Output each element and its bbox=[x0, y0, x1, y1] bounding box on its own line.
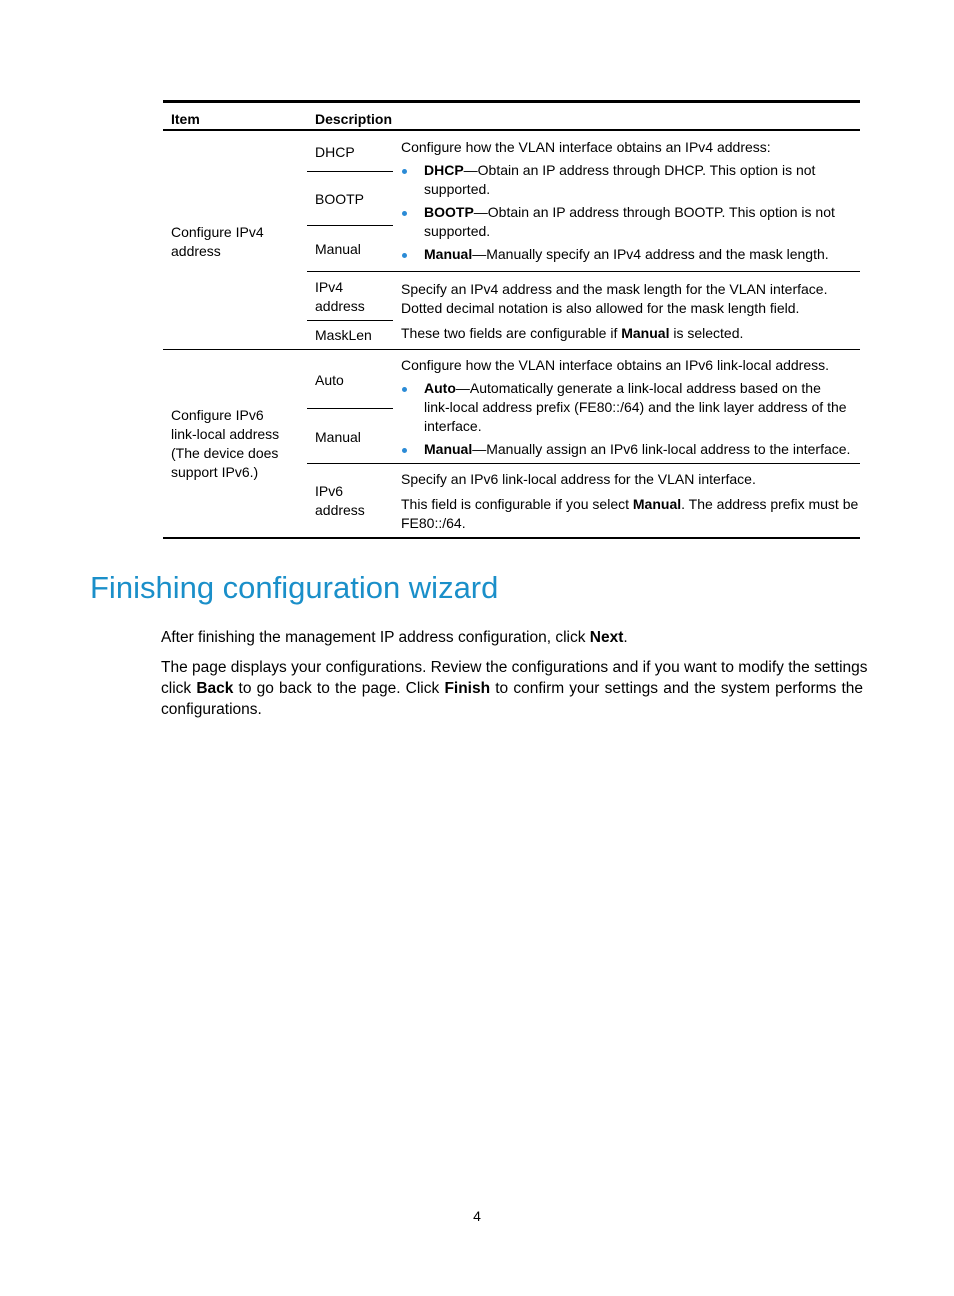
ipv4-bullet-manual: Manual—Manually specify an IPv4 address and the mask length. bbox=[424, 246, 829, 262]
paragraph-review-line3: configurations. bbox=[161, 701, 262, 718]
ipv4-bullet-bootp: BOOTP—Obtain an IP address through BOOTP. This option is not bbox=[424, 204, 835, 220]
ipv6-item-line2: link-local address bbox=[171, 426, 280, 442]
row-divider bbox=[307, 463, 860, 464]
header-item: Item bbox=[171, 111, 200, 127]
ipv4-addr-desc-line1: Specify an IPv4 address and the mask length for the VLAN interface. bbox=[401, 281, 828, 297]
param-bootp: BOOTP bbox=[315, 191, 365, 207]
param-masklen: MaskLen bbox=[315, 327, 372, 343]
param-manual: Manual bbox=[315, 241, 361, 257]
ipv6-item-line1: Configure IPv6 bbox=[171, 407, 264, 423]
row-divider bbox=[307, 271, 860, 272]
ipv6-bullet-auto-cont1: link-local address prefix (FE80::/64) and the link layer address of the bbox=[424, 399, 847, 415]
ipv4-bullet-dhcp-cont: supported. bbox=[424, 181, 491, 197]
param-auto: Auto bbox=[315, 372, 344, 388]
ipv4-item-line1: Configure IPv4 bbox=[171, 224, 264, 240]
ipv4-item-line2: address bbox=[171, 243, 221, 259]
ipv4-method-intro: Configure how the VLAN interface obtains an IPv4 address: bbox=[401, 139, 771, 155]
ipv6-bullet-auto: Auto—Automatically generate a link-local address based on the bbox=[424, 380, 821, 396]
header-description: Description bbox=[315, 111, 393, 127]
bullet-icon bbox=[402, 448, 407, 453]
section-heading: Finishing configuration wizard bbox=[90, 570, 499, 605]
bullet-icon bbox=[402, 169, 407, 174]
param-ipv4-address-line2: address bbox=[315, 298, 365, 314]
ipv4-addr-desc-line3: These two fields are configurable if Manual is selected. bbox=[401, 325, 744, 341]
ipv6-bullet-auto-cont2: interface. bbox=[424, 418, 482, 434]
ipv4-bullet-bootp-cont: supported. bbox=[424, 223, 491, 239]
ipv6-item-line3: (The device does bbox=[171, 445, 279, 461]
param-dhcp: DHCP bbox=[315, 144, 355, 160]
page-number: 4 bbox=[473, 1208, 481, 1224]
param-divider bbox=[307, 171, 393, 172]
param-ipv4-address-line1: IPv4 bbox=[315, 279, 344, 295]
param-divider bbox=[307, 320, 393, 321]
section-divider bbox=[163, 349, 860, 350]
paragraph-next: After finishing the management IP address configuration, click Next. bbox=[161, 629, 628, 646]
paragraph-review-line2: click Back to go back to the page. Click Finish to confirm your settings and the system performs the bbox=[161, 680, 864, 697]
ipv6-item-line4: support IPv6.) bbox=[171, 464, 259, 480]
param-divider bbox=[307, 225, 393, 226]
param-ipv6-address-line2: address bbox=[315, 502, 365, 518]
ipv6-method-intro: Configure how the VLAN interface obtains an IPv6 link-local address. bbox=[401, 357, 830, 373]
ipv6-bullet-manual: Manual—Manually assign an IPv6 link-local address to the interface. bbox=[424, 441, 851, 457]
table-bottom-rule bbox=[163, 537, 860, 539]
ipv6-addr-desc-line3: FE80::/64. bbox=[401, 515, 466, 531]
param-ipv6-address-line1: IPv6 bbox=[315, 483, 344, 499]
ipv6-addr-desc-line2: This field is configurable if you select Manual. The address prefix must be bbox=[401, 496, 859, 512]
table-top-rule bbox=[163, 100, 860, 103]
ipv6-addr-desc-line1: Specify an IPv6 link-local address for the VLAN interface. bbox=[401, 471, 756, 487]
ipv4-addr-desc-line2: Dotted decimal notation is also allowed for the mask length field. bbox=[401, 300, 800, 316]
table-header-rule bbox=[163, 129, 860, 131]
param-manual-ipv6: Manual bbox=[315, 429, 361, 445]
paragraph-review-line1: The page displays your configurations. Review the configurations and if you want to modify the settings bbox=[161, 659, 868, 676]
bullet-icon bbox=[402, 387, 407, 392]
param-divider bbox=[307, 408, 393, 409]
bullet-icon bbox=[402, 211, 407, 216]
ipv4-bullet-dhcp: DHCP—Obtain an IP address through DHCP. This option is not bbox=[424, 162, 816, 178]
bullet-icon bbox=[402, 253, 407, 258]
